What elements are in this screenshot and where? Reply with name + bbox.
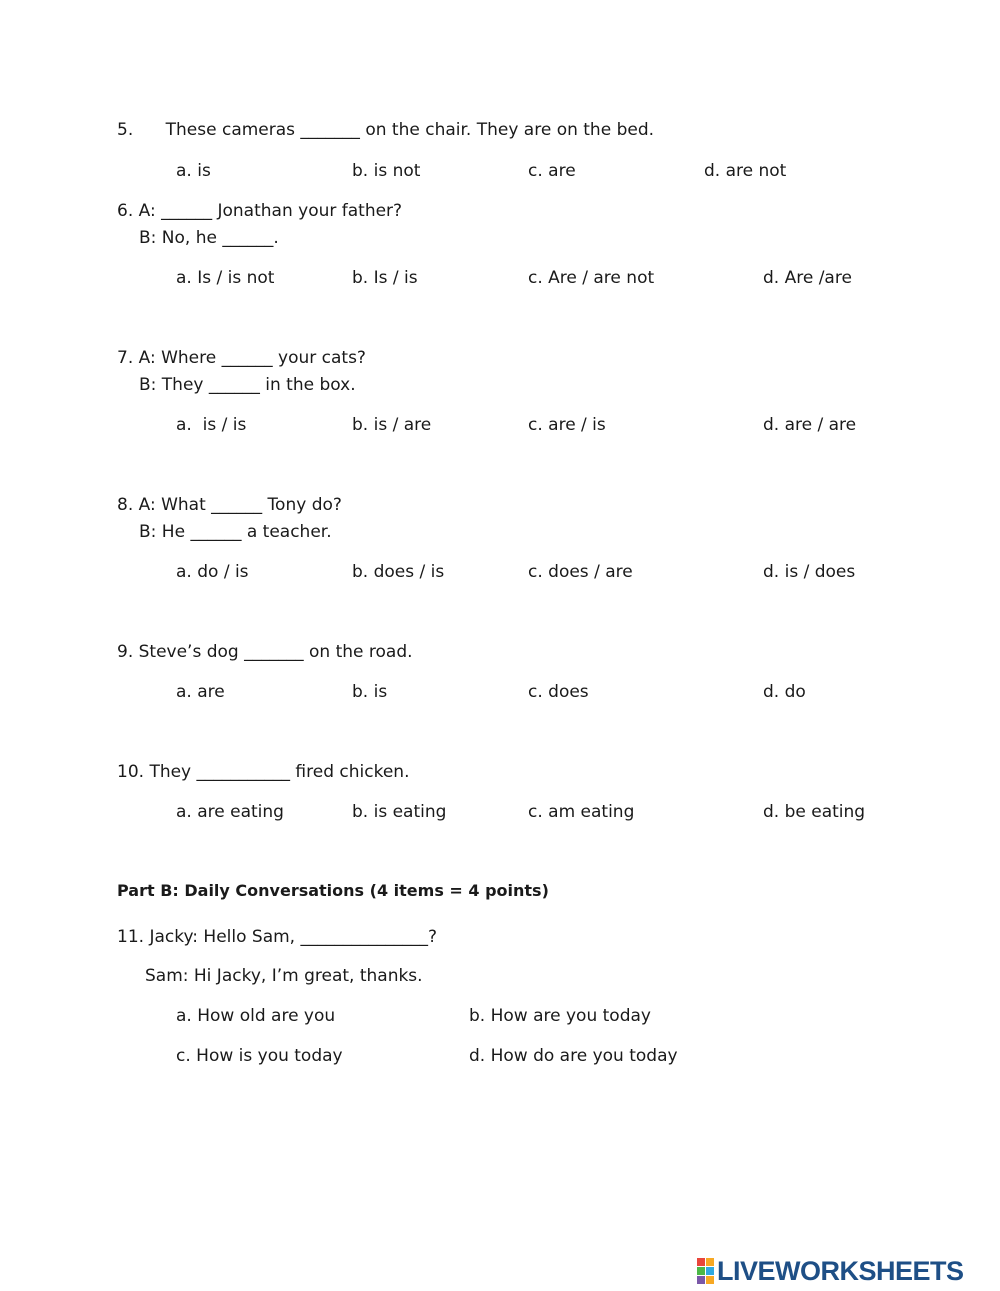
question-11-option-d: d. How do are you today [469, 1046, 678, 1066]
question-5-option-a: a. is [176, 161, 211, 181]
question-9-option-b: b. is [352, 682, 388, 702]
question-7-option-d: d. are / are [763, 415, 857, 435]
liveworksheets-logo [697, 1256, 964, 1286]
question-6-option-c: c. Are / are not [528, 268, 655, 288]
question-11-line-b: Sam: Hi Jacky, I’m great, thanks. [145, 966, 423, 986]
question-5-text: 5. These cameras _______ on the chair. They are on the bed. [117, 120, 655, 140]
question-10-option-d: d. be eating [763, 802, 866, 822]
question-5-option-d: d. are not [704, 161, 787, 181]
question-8-option-c: c. does / are [528, 562, 633, 582]
question-10-text: 10. They ___________ fired chicken. [117, 762, 410, 782]
question-8-line-a: 8. A: What ______ Tony do? [117, 495, 342, 515]
question-8-option-b: b. does / is [352, 562, 445, 582]
question-7-line-b: B: They ______ in the box. [139, 375, 356, 395]
logo-mark-icon [697, 1258, 714, 1284]
logo-square-icon [697, 1258, 705, 1266]
logo-square-icon [697, 1267, 705, 1275]
question-6-line-a: 6. A: ______ Jonathan your father? [117, 201, 403, 221]
logo-square-icon [697, 1276, 705, 1284]
question-11-option-a: a. How old are you [176, 1006, 336, 1026]
question-9-option-a: a. are [176, 682, 225, 702]
logo-text: LIVEWORKSHEETS [717, 1255, 964, 1286]
question-11-line-a: 11. Jacky: Hello Sam, _______________? [117, 927, 438, 947]
question-10-option-a: a. are eating [176, 802, 284, 822]
logo-square-icon [706, 1267, 714, 1275]
question-7-option-b: b. is / are [352, 415, 432, 435]
question-6-option-a: a. Is / is not [176, 268, 275, 288]
question-8-option-d: d. is / does [763, 562, 856, 582]
question-9-text: 9. Steve’s dog _______ on the road. [117, 642, 413, 662]
question-11-option-c: c. How is you today [176, 1046, 343, 1066]
part-b-heading: Part B: Daily Conversations (4 items = 4 points) [117, 881, 549, 900]
question-8-line-b: B: He ______ a teacher. [139, 522, 332, 542]
logo-square-icon [706, 1276, 714, 1284]
question-11-option-b: b. How are you today [469, 1006, 651, 1026]
question-6-option-d: d. Are /are [763, 268, 852, 288]
question-5-option-c: c. are [528, 161, 576, 181]
question-10-option-c: c. am eating [528, 802, 635, 822]
question-7-line-a: 7. A: Where ______ your cats? [117, 348, 366, 368]
question-7-option-a: a. is / is [176, 415, 247, 435]
question-5-option-b: b. is not [352, 161, 421, 181]
question-6-line-b: B: No, he ______. [139, 228, 279, 248]
question-6-option-b: b. Is / is [352, 268, 418, 288]
question-10-option-b: b. is eating [352, 802, 447, 822]
question-9-option-d: d. do [763, 682, 806, 702]
logo-square-icon [706, 1258, 714, 1266]
question-7-option-c: c. are / is [528, 415, 606, 435]
question-9-option-c: c. does [528, 682, 589, 702]
question-8-option-a: a. do / is [176, 562, 249, 582]
